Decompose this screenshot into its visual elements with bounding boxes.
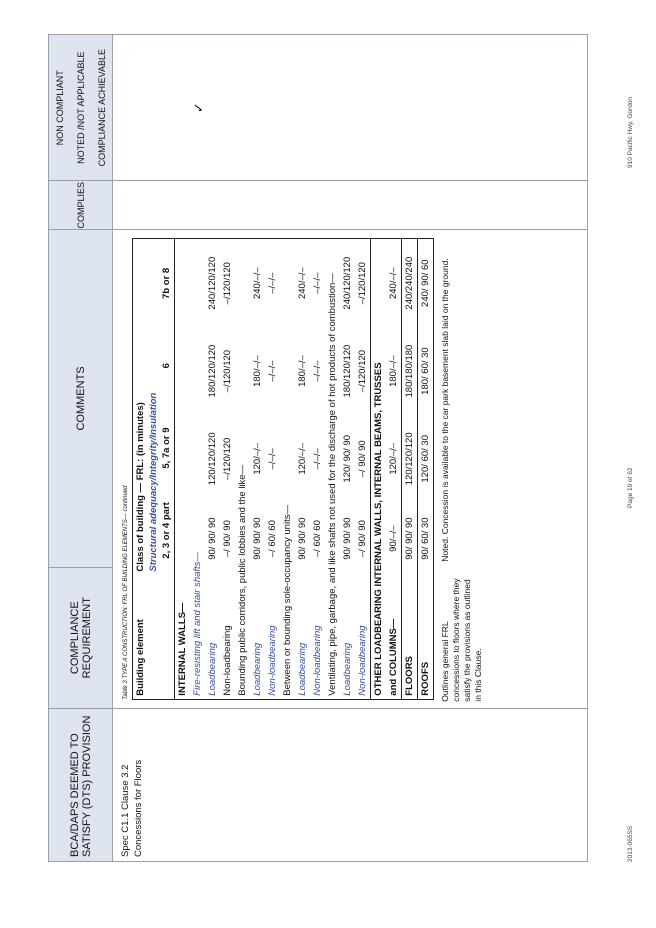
provision-title: Concessions for Floors <box>133 759 144 857</box>
bca-cell: –/ 90/ 90 <box>357 520 368 558</box>
bca-cell: –/ 90/ 90 <box>357 440 368 478</box>
bca-head-class <box>133 239 175 575</box>
comments-header-label: COMMENTS <box>74 366 87 431</box>
bca-cell: –/–/– <box>267 360 278 382</box>
bca-row-label: Fire-resisting lift and stair shafts— <box>192 552 203 696</box>
bca-cell: 120/–/– <box>252 442 263 475</box>
bca-row <box>340 239 355 700</box>
bca-row-label: Non-loadbearing <box>222 625 233 696</box>
footer-center: Page 19 of 62 <box>627 467 634 508</box>
provision-ref: Spec C1.1 Clause 3.2 <box>120 764 131 857</box>
bca-cell: 90/ 90/ 90 <box>342 517 353 560</box>
provision-header: BCA/DAPS DEEMED TO SATISFY (DTS) PROVISION <box>49 708 113 861</box>
bca-head-class-sub: Structural adequacy/Integrity/Insulation <box>148 392 159 572</box>
bca-row <box>265 239 280 700</box>
bca-cell: 180/–/– <box>297 355 308 387</box>
bca-row-label: Loadbearing <box>207 642 218 696</box>
noted-label: NOTED /NOT APPLICABLE <box>75 51 86 164</box>
bca-row-label: Loadbearing <box>297 642 308 696</box>
comments-text: Noted. Concession is available to the car park basement slab laid on the ground. <box>440 258 450 562</box>
bca-cell: –/ 90/ 90 <box>222 520 233 558</box>
bca-class-labels <box>160 242 173 571</box>
bca-row-label: Ventilating, pipe, garbage, and like shafts not used for the discharge of hot products of combustion— <box>327 273 338 696</box>
bca-cell: 180/ 60/ 30 <box>418 327 434 415</box>
bca-row <box>250 239 265 700</box>
bca-cell: –/120/120 <box>222 349 233 393</box>
bca-row-label: Non-loadbearing <box>267 625 278 696</box>
bca-cell: 240/–/– <box>388 267 399 300</box>
status-cell <box>113 35 588 181</box>
bca-cell: 120/ 90/ 90 <box>342 435 353 483</box>
bca-cell: –/–/– <box>312 360 323 382</box>
footer-left: 2013-065SS <box>627 825 634 862</box>
bca-cell: 180/120/120 <box>207 344 218 398</box>
bca-cell: 120/120/120 <box>402 415 418 503</box>
requirement-header-label: COMPLIANCE REQUIREMENT <box>49 567 112 708</box>
bca-row-label: Loadbearing <box>342 642 353 696</box>
bca-row-roofs <box>418 239 434 700</box>
bca-row-label: Between or bounding sole-occupancy units— <box>282 505 293 696</box>
bca-row-label: Non-loadbearing <box>312 625 323 696</box>
bca-cell: 240/240/240 <box>402 239 418 328</box>
bca-class-label: 2, 3 or 4 part <box>161 502 172 559</box>
bca-row-label: Bounding public corridors, public lobbies and the like— <box>237 464 248 696</box>
bca-class-label: 5, 7a or 9 <box>161 427 172 469</box>
bca-section-internal <box>175 239 191 700</box>
complies-cell <box>113 181 588 230</box>
bca-row <box>355 239 371 700</box>
bca-row <box>325 239 340 700</box>
bca-cell: 120/ 60/ 30 <box>418 415 434 503</box>
bca-cell: 240/120/120 <box>207 256 218 310</box>
bca-cell: 120/–/– <box>297 442 308 475</box>
bca-cell: 180/–/– <box>388 355 399 387</box>
bca-row-label: and COLUMNS— <box>388 618 399 696</box>
bca-cell: –/ 60/ 60 <box>312 520 323 558</box>
bca-head-class-title: Class of building — FRL: (in minutes) <box>135 402 146 572</box>
bca-row <box>205 239 220 700</box>
achievable-label: COMPLIANCE ACHIEVABLE <box>96 49 107 167</box>
bca-row-label: FLOORS <box>402 575 418 700</box>
noncompliant-label: NON COMPLIANT <box>54 70 65 146</box>
bca-cell: 240/–/– <box>252 267 263 300</box>
bca-class-label: 6 <box>161 363 172 369</box>
bca-row <box>280 239 295 700</box>
bca-cell: 90/ 90/ 90 <box>207 517 218 560</box>
noted-checkmark: ✓ <box>191 102 206 114</box>
bca-row-columns <box>386 239 402 700</box>
footer-right: 910 Pacific Hwy, Gordon <box>627 96 634 168</box>
bca-section-other <box>371 239 387 700</box>
bca-cell: 180/180/180 <box>402 327 418 415</box>
bca-cell: –/–/– <box>267 272 278 294</box>
bca-cell: 90/ 90/ 90 <box>402 503 418 575</box>
bca-section-internal-label: INTERNAL WALLS— <box>177 602 188 696</box>
bca-cell: –/120/120 <box>222 262 233 305</box>
bca-row <box>295 239 310 700</box>
bca-cell: 180/120/120 <box>342 344 353 398</box>
requirement-header <box>49 230 113 709</box>
bca-row <box>235 239 250 700</box>
bca-class-label: 7b or 8 <box>161 267 172 299</box>
bca-row-label: ROOFS <box>418 575 434 700</box>
bca-cell: 90/ 90/ 90 <box>297 517 308 560</box>
bca-table-caption: Table 3 TYPE A CONSTRUCTION: FRL OF BUILDING ELEMENTS— continued <box>123 485 129 700</box>
provision-cell <box>113 708 588 861</box>
bca-cell: 180/–/– <box>252 355 263 387</box>
complies-header <box>49 181 113 230</box>
bca-cell: –/120/120 <box>222 437 233 480</box>
bca-cell: –/–/– <box>267 448 278 470</box>
bca-cell: –/ 60/ 60 <box>267 520 278 558</box>
bca-row-label: Loadbearing <box>252 642 263 696</box>
bca-row-floors <box>402 239 418 700</box>
bca-cell: 240/120/120 <box>342 256 353 310</box>
requirement-text: Outlines general FRL concessions to floors where they satisfy the provisions as outlined in this Clause. <box>440 578 483 702</box>
bca-cell: –/–/– <box>312 448 323 470</box>
bca-cell: 90/ 60/ 30 <box>418 503 434 575</box>
bca-section-other-label: OTHER LOADBEARING INTERNAL WALLS, INTERNAL BEAMS, TRUSSES <box>371 239 387 700</box>
bca-cell: 120/120/120 <box>207 432 218 486</box>
bca-cell: 90/–/– <box>388 525 399 552</box>
compliance-table <box>48 34 588 862</box>
bca-cell: –/120/120 <box>357 349 368 393</box>
bca-row <box>190 239 205 700</box>
bca-head-element: Building element <box>133 575 175 700</box>
bca-cell: 90/ 90/ 90 <box>252 517 263 560</box>
bca-cell: –/–/– <box>312 272 323 294</box>
complies-label: COMPLIES <box>75 182 86 229</box>
bca-row-label: Non-loadbearing <box>357 625 368 696</box>
content-cell <box>113 230 588 709</box>
bca-cell: 120/–/– <box>388 442 399 475</box>
bca-table <box>132 238 434 700</box>
bca-row <box>220 239 235 700</box>
status-header <box>49 35 113 181</box>
bca-row <box>310 239 325 700</box>
bca-header-row <box>133 239 175 700</box>
bca-cell: 240/ 90/ 60 <box>418 239 434 328</box>
bca-cell: 240/–/– <box>297 267 308 300</box>
bca-frl-table <box>123 238 434 700</box>
bca-cell: –/120/120 <box>357 262 368 305</box>
